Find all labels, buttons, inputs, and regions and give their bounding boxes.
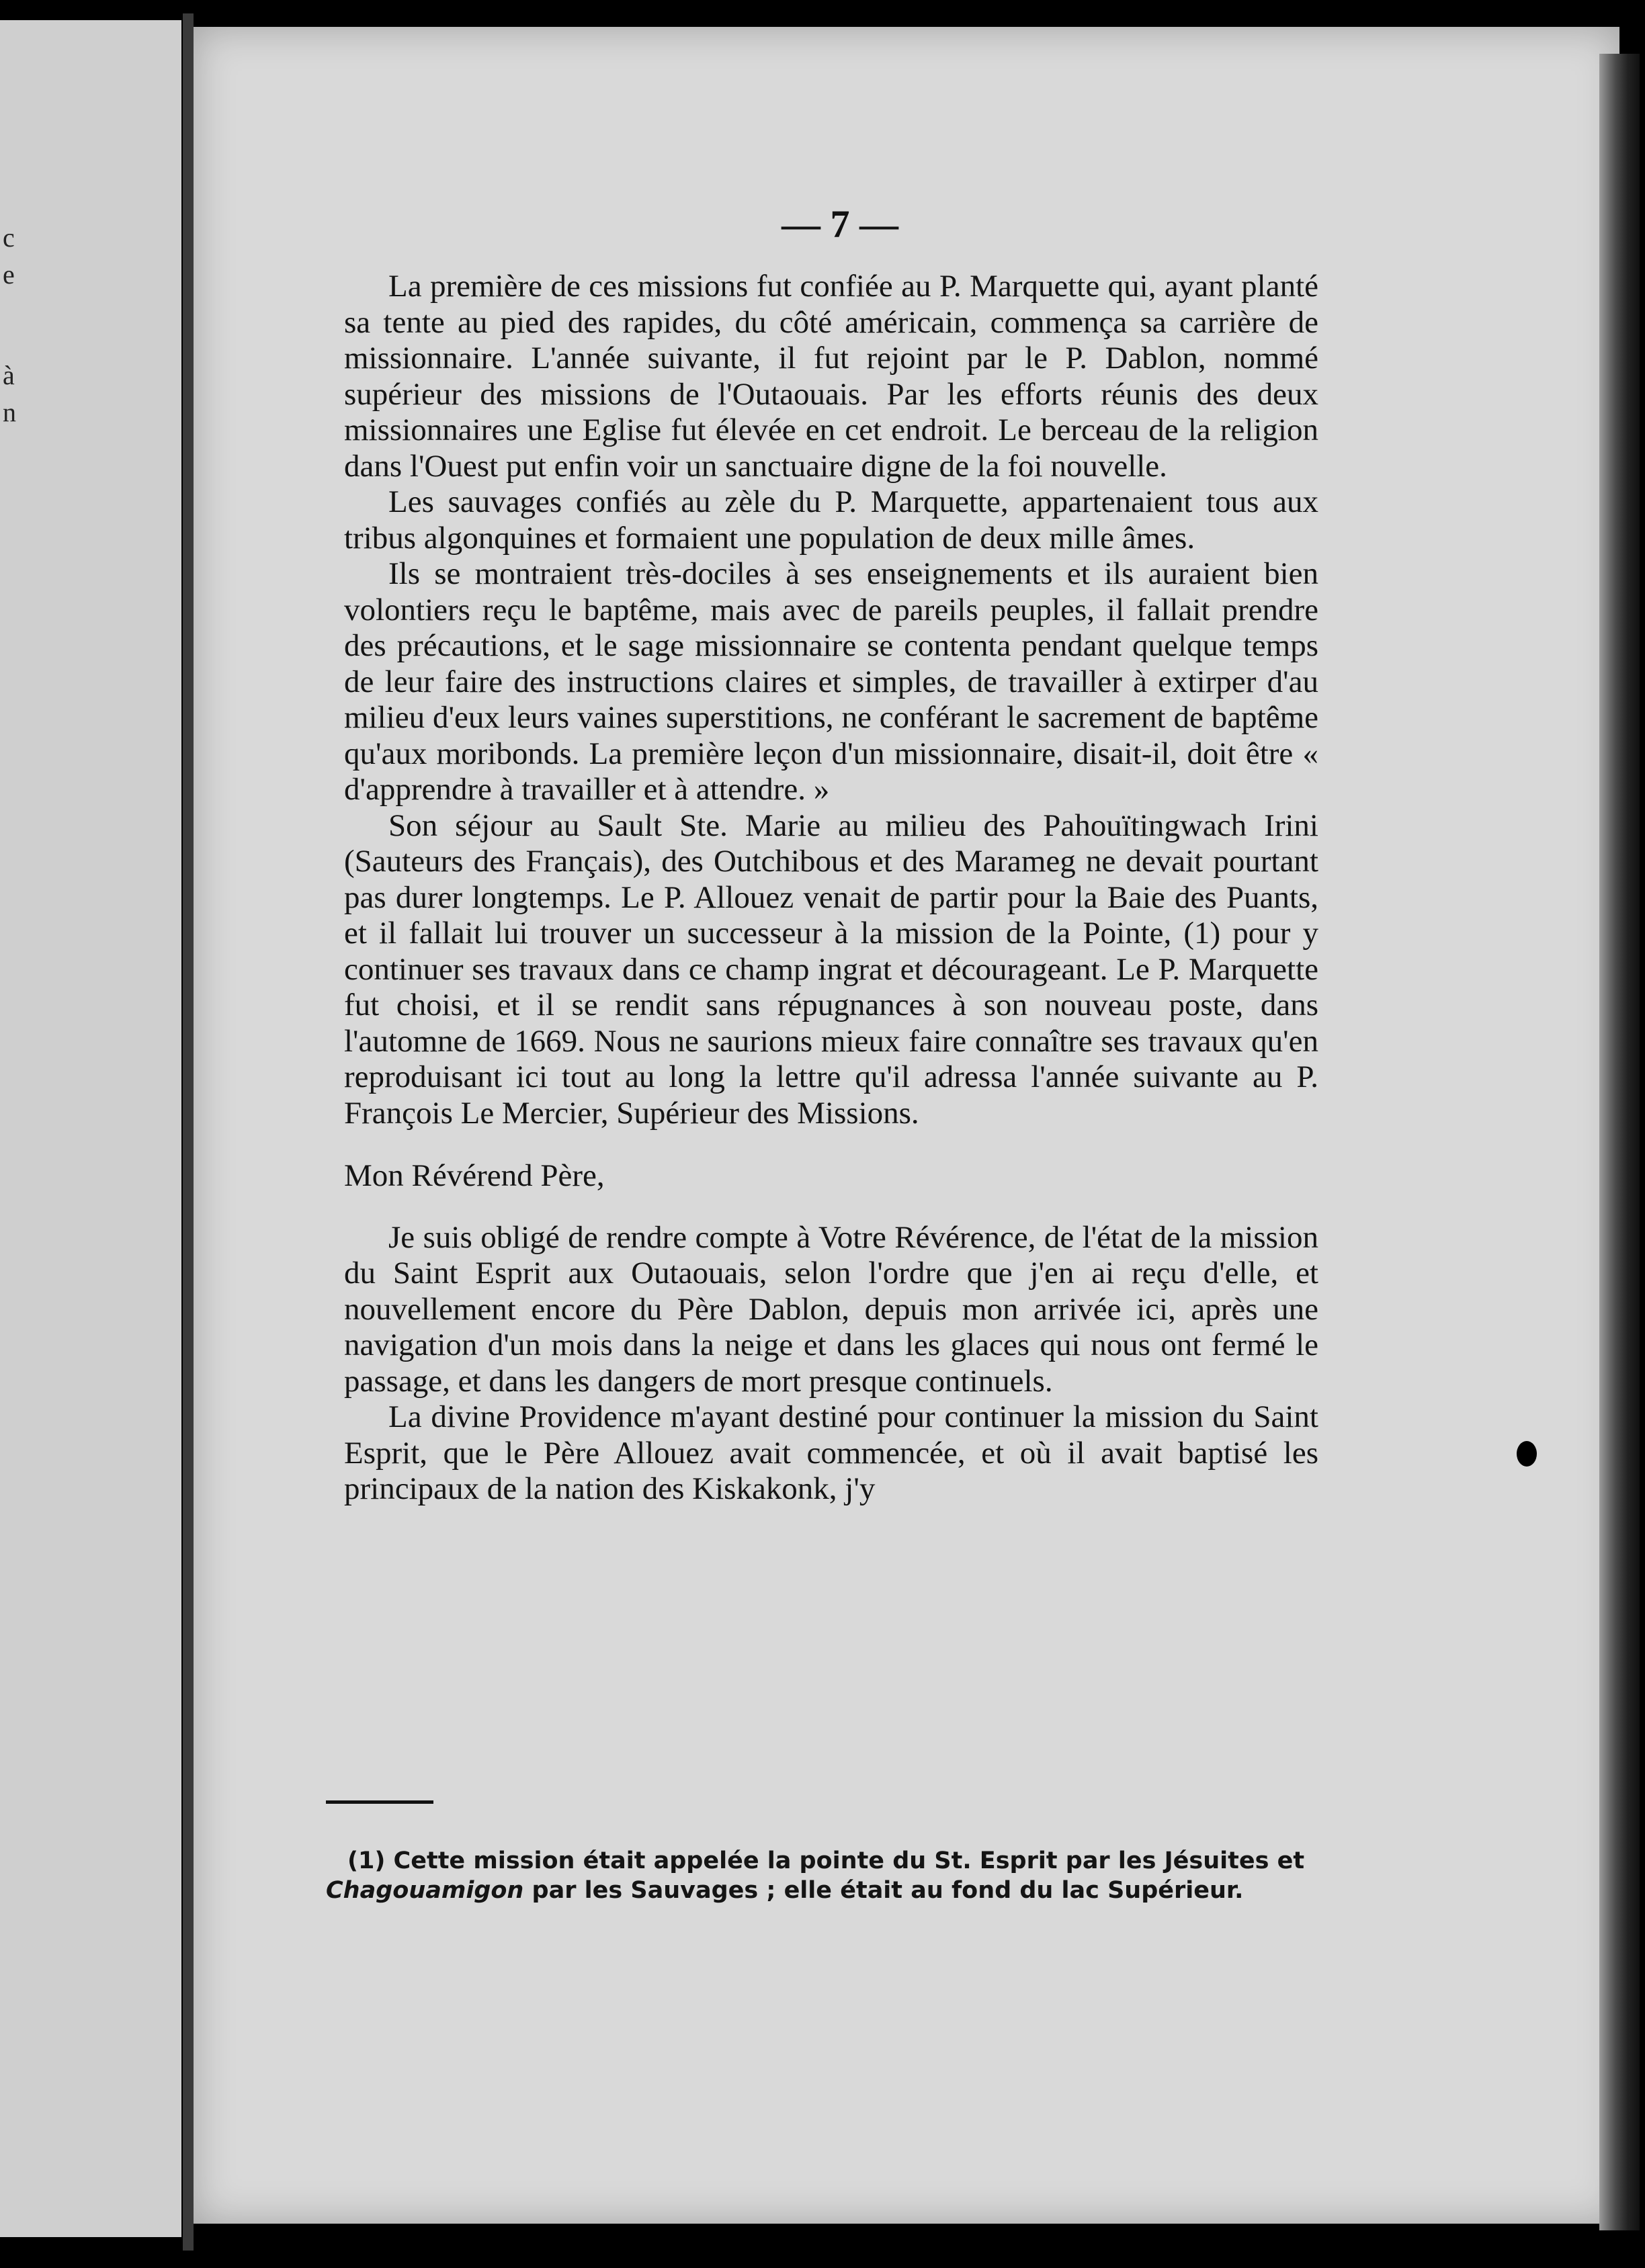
paragraph: Les sauvages confiés au zèle du P. Marquette, appartenaient tous aux tribus algonquines et formaient une population de deux mille âmes. [344, 484, 1318, 556]
footnote [326, 1846, 1307, 1905]
ink-blot [1517, 1441, 1537, 1467]
paragraph: Ils se montraient très-dociles à ses enseignements et ils auraient bien volontiers reçu le baptême, mais avec de pareils peuples, il fallait prendre des précautions, et le sage missionnaire se contenta pendant quelque temps de leur faire des instructions claires et simples, de travailler à extirper d'au milieu d'eux leurs vaines superstitions, ne conférant le sacrement de baptême qu'aux moribonds. La première leçon d'un missionnaire, disait-il, doit être « d'apprendre à travailler et à attendre. » [344, 556, 1318, 807]
page-edge-shadow [1599, 54, 1640, 2230]
page-number: — 7 — [782, 202, 898, 246]
facing-page-letter: e [3, 259, 15, 290]
letter-paragraph: Je suis obligé de rendre compte à Votre Révérence, de l'état de la mission du Saint Esprit aux Outaouais, selon l'ordre que j'en ai reçu d'elle, et nouvellement encore du Père Dablon, depuis mon arrivée ici, après une navigation d'un mois dans la neige et dans les glaces qui nous ont fermé le passage, et dans les dangers de mort presque continuels. [344, 1219, 1318, 1399]
footnote-connector: et [1277, 1847, 1305, 1874]
footnote-line-1: Cette mission était appelée la pointe du St. Esprit par les Jésuites [393, 1847, 1269, 1874]
facing-page-letter: à [3, 360, 15, 390]
paragraph: Son séjour au Sault Ste. Marie au milieu des Pahouïtingwach Irini (Sauteurs des Français), des Outchibous et des Marameg ne devait pourtant pas durer longtemps. Le P. Allouez venait de partir pour la Baie des Puants, et il fallait lui trouver un successeur à la mission de la Pointe, (1) pour y continuer ses travaux dans ce champ ingrat et décourageant. Le P. Marquette fut choisi, et il se rendit sans répugnances à son nouveau poste, dans l'automne de 1669. Nous ne saurions mieux faire connaître ses travaux qu'en reproduisant ici tout au long la lettre qu'il adressa l'année suivante au P. François Le Mercier, Supérieur des Missions. [344, 808, 1318, 1131]
facing-page [0, 20, 181, 2237]
book-gutter [183, 13, 194, 2251]
footnote-line-2: par les Sauvages ; elle était au fond du lac Supérieur. [532, 1877, 1244, 1904]
body-text [344, 269, 1318, 1508]
footnote-italic-term: Chagouamigon [326, 1877, 524, 1904]
letter-paragraph: La divine Providence m'ayant destiné pour continuer la mission du Saint Esprit, que le Père Allouez avait commencée, et où il avait baptisé les principaux de la nation des Kiskakonk, j'y [344, 1399, 1318, 1506]
letter-salutation: Mon Révérend Père, [344, 1158, 605, 1193]
footnote-marker: (1) [347, 1847, 386, 1874]
footnote-divider [326, 1800, 433, 1804]
facing-page-letter: c [3, 222, 15, 253]
facing-page-letter: n [3, 397, 16, 427]
paragraph: La première de ces missions fut confiée au P. Marquette qui, ayant planté sa tente au pied des rapides, du côté américain, commença sa carrière de missionnaire. L'année suivante, il fut rejoint par le P. Dablon, nommé supérieur des missions de l'Outaouais. Par les efforts réunis des deux missionnaires une Eglise fut élevée en cet endroit. Le berceau de la religion dans l'Ouest put enfin voir un sanctuaire digne de la foi nouvelle. [344, 269, 1318, 484]
